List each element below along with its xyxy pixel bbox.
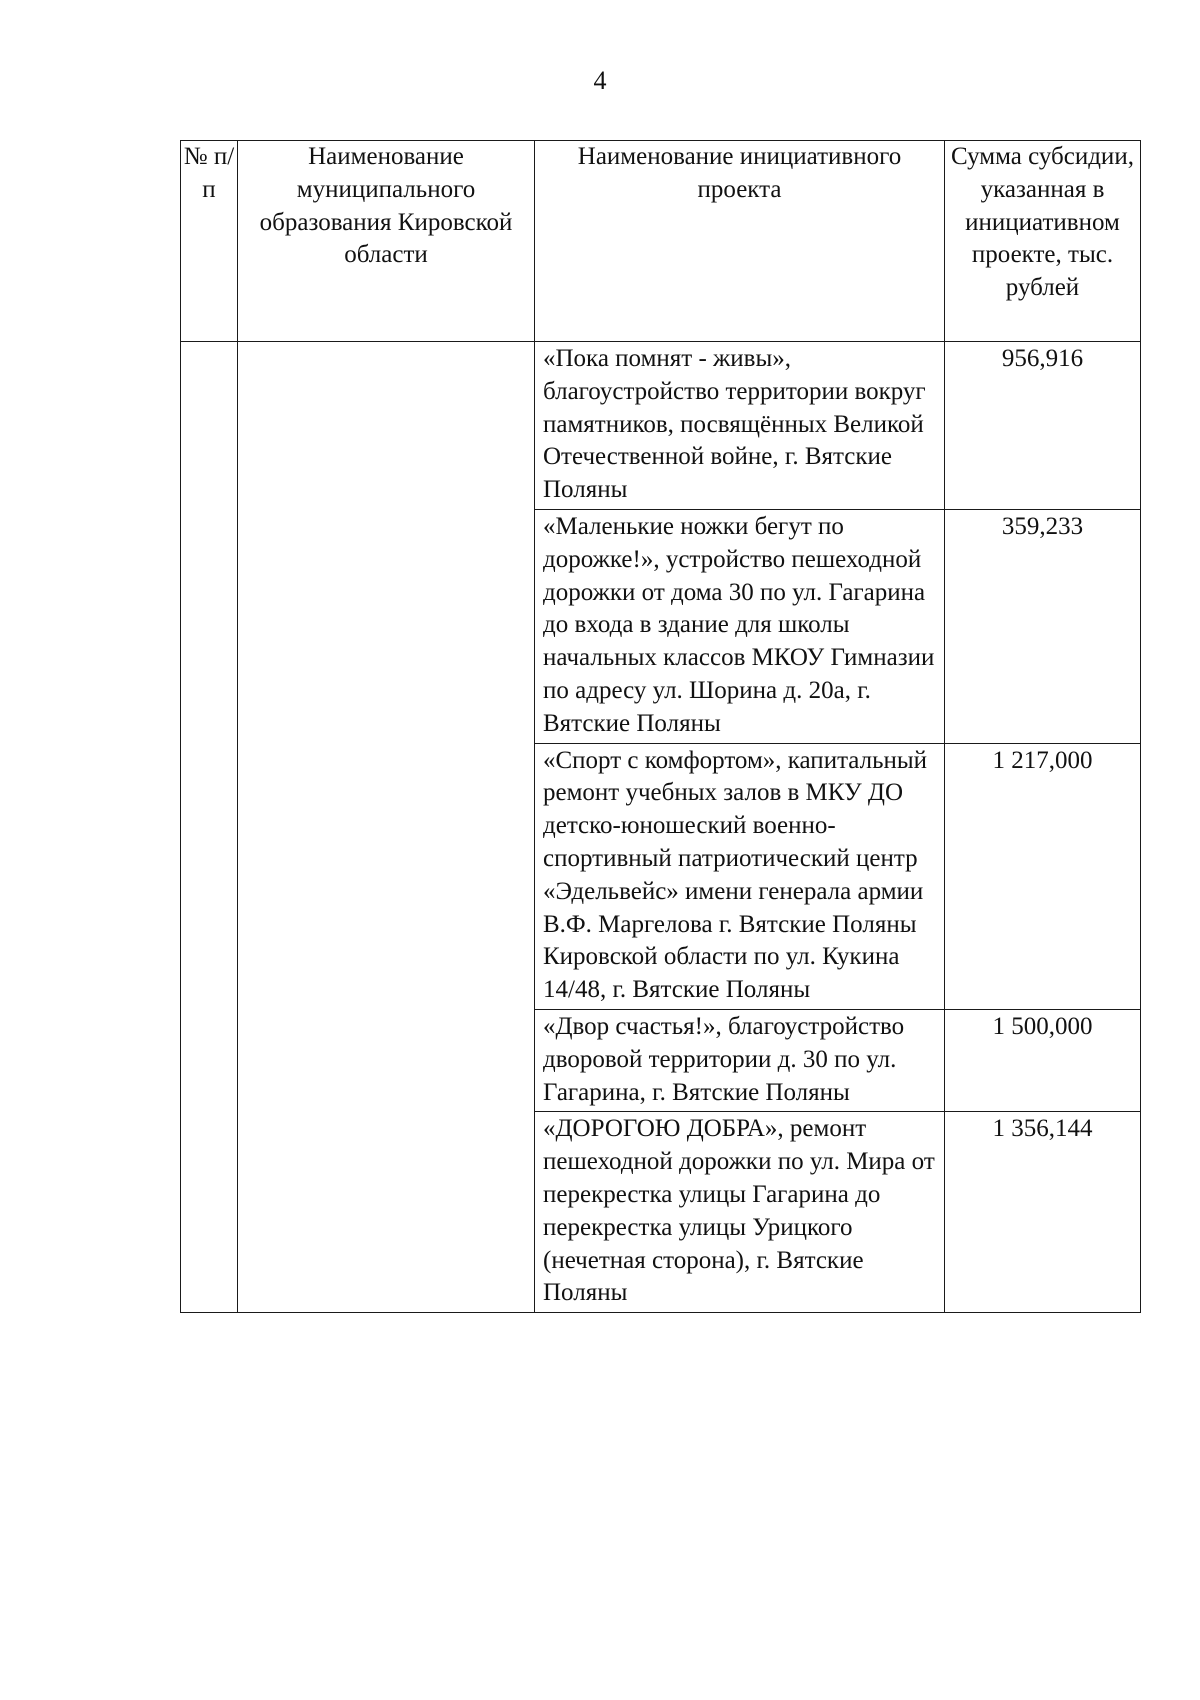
amount-cell: 1 500,000 xyxy=(945,1009,1141,1111)
project-cell: «Двор счастья!», благоустройство дворовой территории д. 30 по ул. Гагарина, г. Вятские Поляны xyxy=(535,1009,945,1111)
table-header-row xyxy=(181,141,1141,342)
municipality-cell xyxy=(238,342,535,1313)
project-cell: «Спорт с комфортом», капитальный ремонт учебных залов в МКУ ДО детско-юношеский военно-спортивный патриотический центр «Эдельвейс» имени генерала армии В.Ф. Маргелова г. Вятские Поляны Кировской области по ул. Кукина 14/48, г. Вятские Поляны xyxy=(535,743,945,1009)
header-project: Наименование инициативного проекта xyxy=(535,141,945,342)
header-municipality: Наименование муниципального образования Кировской области xyxy=(238,141,535,342)
header-amount: Сумма субсидии, указанная в инициативном проекте, тыс. рублей xyxy=(945,141,1141,342)
project-cell: «ДОРОГОЮ ДОБРА», ремонт пешеходной дорожки по ул. Мира от перекрестка улицы Гагарина до перекрестка улицы Урицкого (нечетная сторона), г. Вятские Поляны xyxy=(535,1112,945,1313)
number-cell xyxy=(181,342,238,1313)
amount-cell: 1 217,000 xyxy=(945,743,1141,1009)
table-row xyxy=(181,342,1141,510)
amount-cell: 359,233 xyxy=(945,509,1141,743)
project-cell: «Пока помнят - живы», благоустройство территории вокруг памятников, посвящённых Великой Отечественной войне, г. Вятские Поляны xyxy=(535,342,945,510)
amount-cell: 1 356,144 xyxy=(945,1112,1141,1313)
project-cell: «Маленькие ножки бегут по дорожке!», устройство пешеходной дорожки от дома 30 по ул. Гагарина до входа в здание для школы начальных классов МКОУ Гимназии по адресу ул. Шорина д. 20а, г. Вятские Поляны xyxy=(535,509,945,743)
header-number: № п/п xyxy=(181,141,238,342)
amount-cell: 956,916 xyxy=(945,342,1141,510)
subsidy-table xyxy=(180,140,1141,1313)
page-number: 4 xyxy=(593,66,607,95)
